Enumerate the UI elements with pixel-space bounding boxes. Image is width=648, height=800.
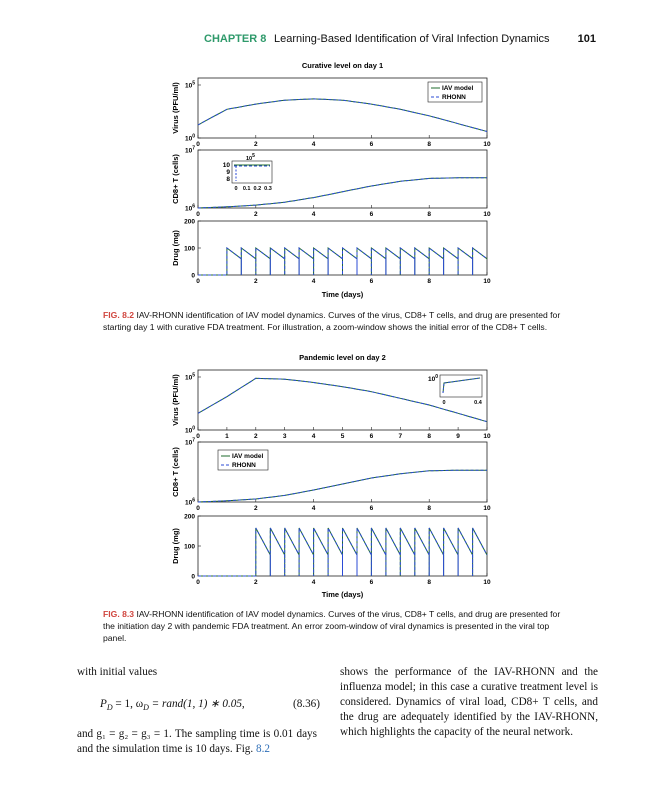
legend-iav-label: IAV model (232, 453, 264, 460)
panel-cd8-ytick-label: $10^7$ (184, 437, 195, 447)
figure-8-2-caption-text: IAV-RHONN identification of IAV model dynamics. Curves of the virus, CD8+ T cells, and drug are presented for starting day 1 with curative FDA treatment. For illustration, a zoom-window shows the initial error of the CD8+ T cells. (103, 310, 561, 332)
panel-virus-xtick-label: 3 (282, 433, 287, 440)
chart-title: Curative level on day 1 (301, 61, 384, 70)
panel-virus-ytick-label: $10^0$ (184, 133, 195, 143)
series-rhonn-cd8 (198, 470, 487, 502)
panel-cd8-xtick-label: 0 (196, 505, 200, 512)
panel-virus-ylabel: Virus (PFU/ml) (171, 82, 180, 134)
figure-8-3-label: FIG. 8.3 (103, 609, 135, 619)
panel-cd8-xtick-label: 8 (427, 505, 432, 512)
inset-xtick-label: 0.3 (264, 186, 272, 192)
panel-cd8 (171, 146, 491, 219)
panel-drug-xtick-label: 2 (253, 278, 258, 285)
panel-drug-ytick-label: 200 (184, 218, 195, 226)
panel-drug-ytick-label: 0 (191, 573, 195, 581)
running-header (0, 33, 648, 49)
panel-virus-xtick-label: 8 (427, 433, 432, 440)
panel-cd8-xtick-label: 4 (311, 505, 316, 512)
inset-xtick-label: 0.4 (474, 400, 482, 406)
inset-frame (232, 161, 272, 183)
panel-drug (171, 514, 491, 587)
panel-virus-xtick-label: 10 (483, 141, 491, 148)
panel-cd8-ylabel: CD8+ T (cells) (171, 447, 180, 497)
panel-virus-xtick-label: 4 (311, 141, 316, 148)
panel-virus-xtick-label: 0 (196, 433, 200, 440)
panel-virus-xtick-label: 8 (427, 141, 432, 148)
panel-virus-xtick-label: 10 (483, 433, 491, 440)
panel-drug-xtick-label: 6 (369, 579, 374, 586)
panel-virus-ytick-label: $10^5$ (184, 80, 195, 90)
panel-drug-xtick-label: 2 (253, 579, 258, 586)
legend-iav-label: IAV model (442, 85, 474, 92)
chapter-title: Learning-Based Identification of Viral Infection Dynamics (274, 33, 550, 45)
panel-cd8-xtick-label: 8 (427, 211, 432, 218)
inset-xtick-label: 0 (234, 186, 238, 192)
panel-cd8-ytick-label: $10^6$ (184, 497, 195, 507)
panel-drug-ytick-label: 0 (191, 272, 195, 280)
panel-drug-ylabel: Drug (mg) (171, 230, 180, 266)
left-tail-text: and g₁ = g₂ = g₃ = 1. The sampling time is 0.01 days and the simulation time is 10 days. Fig. (77, 728, 317, 755)
series-iav-model-cd8 (198, 470, 487, 502)
inset-xtick-label: 0.2 (253, 186, 262, 192)
legend-rhonn-label: RHONN (232, 462, 256, 469)
panel-virus-xtick-label: 4 (311, 433, 316, 440)
panel-drug-xtick-label: 8 (427, 278, 432, 285)
inset-ytick-label: $10^0$ (427, 374, 438, 383)
x-axis-label: Time (days) (321, 590, 364, 599)
figure-8-3-chart (0, 350, 648, 605)
panel-cd8-ytick-label: $10^6$ (184, 203, 195, 213)
x-axis-label: Time (days) (321, 290, 364, 299)
equation-8-36: $P_D = 1$, $\omega_D$ = rand(1, 1) ∗ 0.05, (8.36) (100, 698, 320, 713)
body-left-tail (77, 727, 317, 757)
inset-ytick-label: 8 (226, 176, 230, 183)
panel-drug-xtick-label: 10 (483, 579, 491, 586)
panel-cd8-xtick-label: 10 (483, 505, 491, 512)
panel-virus-xtick-label: 0 (196, 141, 200, 148)
figure-8-2-caption (103, 309, 573, 333)
panel-virus-xtick-label: 2 (253, 141, 258, 148)
panel-drug-ytick-label: 100 (184, 245, 195, 253)
inset-y-exponent: 105 (246, 153, 255, 162)
chart-title: Pandemic level on day 2 (299, 353, 386, 362)
panel-drug-xtick-label: 4 (311, 579, 316, 586)
panel-virus-xtick-label: 6 (369, 433, 374, 440)
intro-text: with initial values (77, 666, 158, 678)
panel-cd8 (171, 438, 491, 513)
eq-text: = 1, ω (115, 698, 144, 710)
panel-drug-xtick-label: 6 (369, 278, 374, 285)
panel-virus-xtick-label: 9 (456, 433, 460, 440)
series-rhonn-virus (198, 99, 487, 132)
series-iav-model-virus (198, 99, 487, 132)
legend (218, 450, 268, 470)
panel-virus-xtick-label: 6 (369, 141, 374, 148)
legend (428, 82, 482, 102)
panel-virus-xtick-label: 5 (340, 433, 345, 440)
inset-cd8 (223, 153, 272, 192)
right-text: shows the performance of the IAV-RHONN and the influenza model; in this case a curative treatment level is considered. Dynamics of viral load, CD8+ T cells, and the drug are adequately identified by the IAV-RHONN, which highlights the capacity of the neural network. (340, 666, 598, 738)
panel-drug-xtick-label: 0 (196, 278, 200, 285)
figure-8-3-caption-text: IAV-RHONN identification of IAV model dynamics. Curves of the virus, CD8+ T cells, and drug are presented for the initiation day 2 with pandemic FDA treatment. An error zoom-window of viral dynamics is presented in the viral top panel. (103, 609, 561, 643)
panel-virus-xtick-label: 1 (225, 433, 229, 440)
panel-cd8-xtick-label: 2 (253, 211, 258, 218)
panel-cd8-xtick-label: 6 (369, 505, 374, 512)
inset-ytick-label: 10 (222, 162, 230, 169)
panel-cd8-xtick-label: 0 (196, 211, 200, 218)
eq-lhs: P (100, 698, 107, 710)
panel-drug-xtick-label: 4 (311, 278, 316, 285)
panel-cd8-xtick-label: 10 (483, 211, 491, 218)
legend-rhonn-label: RHONN (442, 94, 466, 101)
inset-virus (428, 374, 483, 406)
inset-xtick-label: 0 (442, 400, 446, 406)
panel-drug-ylabel: Drug (mg) (171, 528, 180, 564)
panel-drug-xtick-label: 8 (427, 579, 432, 586)
panel-cd8-xtick-label: 4 (311, 211, 316, 218)
panel-drug-ytick-label: 100 (184, 543, 195, 551)
chapter-label: CHAPTER 8 (204, 33, 267, 45)
figure-8-3-caption (103, 608, 573, 644)
panel-drug-xtick-label: 10 (483, 278, 491, 285)
panel-cd8-ylabel: CD8+ T (cells) (171, 154, 180, 204)
panel-drug-ytick-label: 200 (184, 513, 195, 521)
panel-cd8-xtick-label: 2 (253, 505, 258, 512)
panel-virus-xtick-label: 2 (253, 433, 258, 440)
eq-rest: = rand(1, 1) ∗ 0.05, (151, 698, 245, 710)
figure-8-2-label: FIG. 8.2 (103, 310, 135, 320)
panel-virus-ytick-label: $10^5$ (184, 372, 195, 382)
panel-virus (171, 78, 491, 148)
body-right-column (340, 665, 598, 740)
inset-xtick-label: 0.1 (242, 186, 251, 192)
panel-virus-xtick-label: 7 (398, 433, 403, 440)
panel-virus (171, 370, 491, 440)
panel-cd8-xtick-label: 6 (369, 211, 374, 218)
panel-drug-xtick-label: 0 (196, 579, 200, 586)
body-left-intro (77, 665, 317, 680)
eq-number: (8.36) (292, 698, 320, 710)
panel-cd8-ytick-label: $10^7$ (184, 145, 195, 155)
figure-8-2-chart (0, 58, 648, 303)
page-number: 101 (577, 33, 596, 45)
inset-ytick-label: 9 (226, 169, 230, 176)
fig-8-2-link[interactable]: 8.2 (256, 743, 270, 755)
panel-virus-ytick-label: $10^0$ (184, 425, 195, 435)
panel-drug (171, 219, 491, 286)
panel-virus-ylabel: Virus (PFU/ml) (171, 374, 180, 426)
